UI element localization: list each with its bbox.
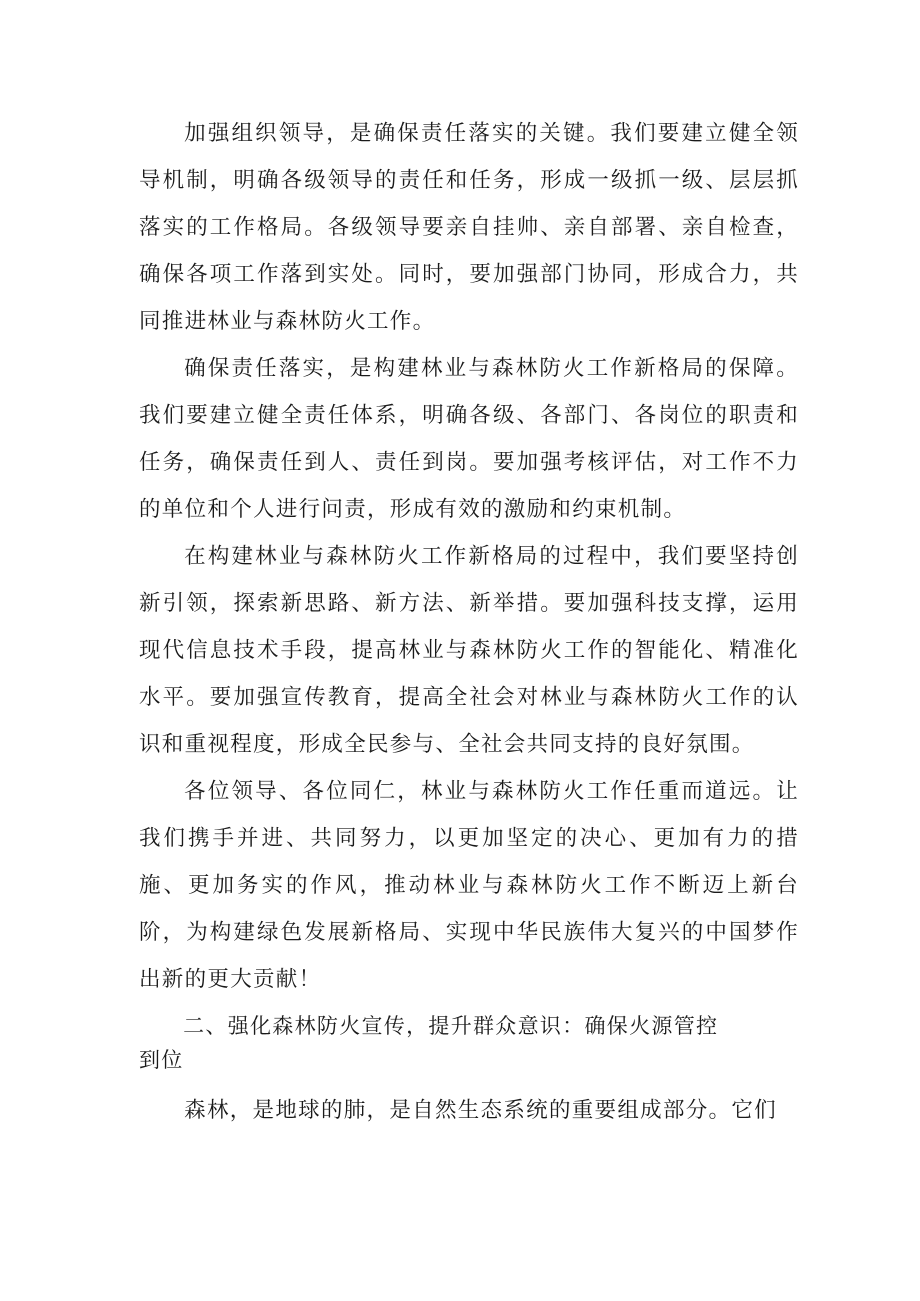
document-body	[139, 110, 799, 1134]
paragraph-forest-intro: 森林，是地球的肺，是自然生态系统的重要组成部分。它们	[184, 1098, 777, 1123]
paragraph-innovation: 在构建林业与森林防火工作新格局的过程中，我们要坚持创新引领，探索新思路、新方法、新举措。要加强科技支撑，运用现代信息技术手段，提高林业与森林防火工作的智能化、精准化水平。要加强宣传教育，提高全社会对林业与森林防火工作的认识和重视程度，形成全民参与、全社会共同支持的良好氛围。	[139, 544, 799, 757]
paragraph-closing-remarks: 各位领导、各位同仁，林业与森林防火工作任重而道远。让我们携手并进、共同努力，以更加坚定的决心、更加有力的措施、更加务实的作风，推动林业与森林防火工作不断迈上新台阶，为构建绿色发展新格局、实现中华民族伟大复兴的中国梦作出新的更大贡献！	[139, 779, 799, 992]
section-heading: 二、强化森林防火宣传，提升群众意识：确保火源管控到位	[139, 1014, 719, 1072]
paragraph-organization-leadership: 加强组织领导，是确保责任落实的关键。我们要建立健全领导机制，明确各级领导的责任和任务，形成一级抓一级、层层抓落实的工作格局。各级领导要亲自挂帅、亲自部署、亲自检查，确保各项工作落到实处。同时，要加强部门协同，形成合力，共同推进林业与森林防火工作。	[139, 121, 799, 334]
paragraph-responsibility: 确保责任落实，是构建林业与森林防火工作新格局的保障。我们要建立健全责任体系，明确各级、各部门、各岗位的职责和任务，确保责任到人、责任到岗。要加强考核评估，对工作不力的单位和个人进行问责，形成有效的激励和约束机制。	[139, 356, 799, 522]
